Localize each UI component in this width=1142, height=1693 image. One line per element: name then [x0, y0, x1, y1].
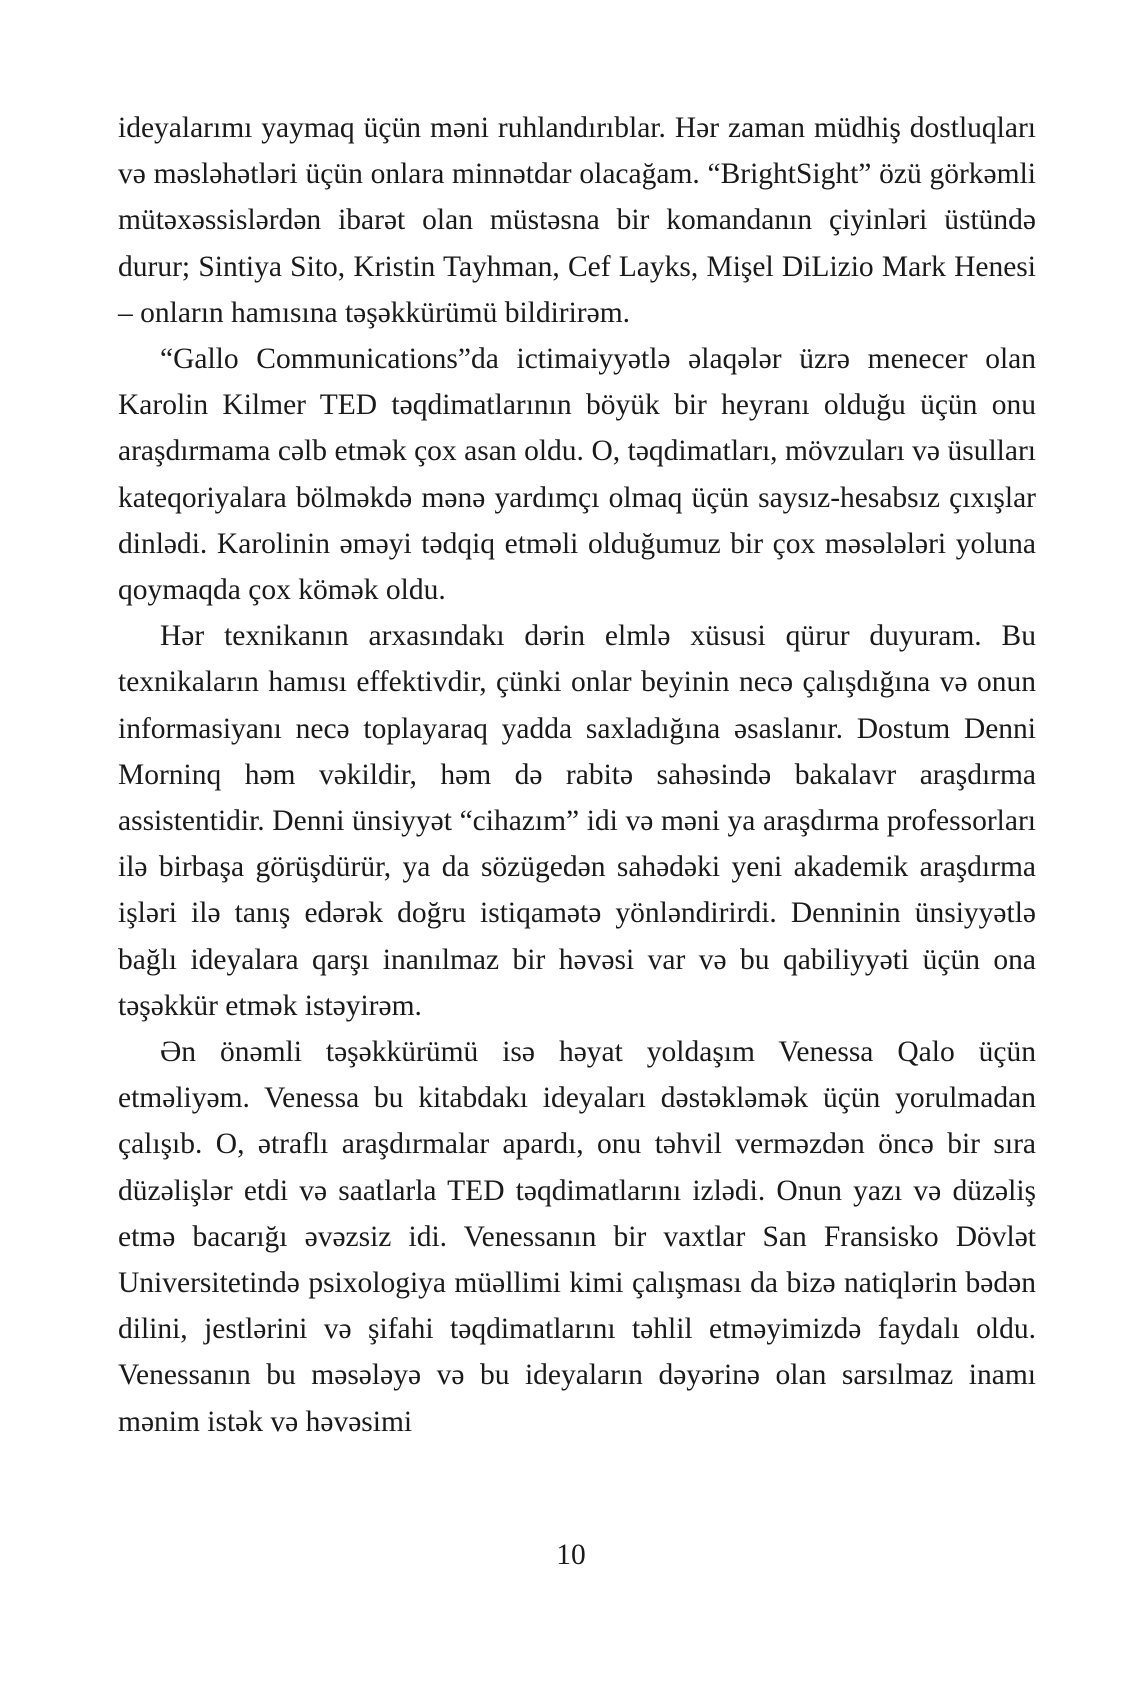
body-text — [118, 105, 1036, 1445]
paragraph-venessa: Ən önəmli təşəkkürümü isə həyat yoldaşım Venessa Qalo üçün etməliyəm. Venessa bu kitabdakı ideyaları dəstəkləmək üçün yorulmadan çalışıb. O, ətraflı araşdırmalar apardı, onu təhvil verməzdən öncə bir sıra düzəlişlər etdi və saatlarla TED təqdimatlarını izlədi. Onun yazı və düzəliş etmə bacarığı əvəzsiz idi. Venessanın bir vaxtlar San Fransisko Dövlət Universitetində psixologiya müəllimi kimi çalışması da bizə natiqlərin bədən dilini, jestlərini və şifahi təqdimatlarını təhlil etməyimizdə faydalı oldu. Venessanın bu məsələyə və bu ideyaların dəyərinə olan sarsılmaz inamı mənim istək və həvəsimi — [118, 1036, 1036, 1438]
paragraph-continuation: ideyalarımı yaymaq üçün məni ruhlandırıblar. Hər zaman müdhiş dostluqları və məsləhətləri üçün onlara minnətdar olacağam. “BrightSight” özü görkəmli mütəxəssislərdən ibarət olan müstəsna bir komandanın çiyinləri üstündə durur; Sintiya Sito, Kristin Tayhman, Cef Layks, Mişel DiLizio Mark Henesi – onların hamısına təşəkkürümü bildirirəm. — [118, 112, 1036, 329]
paragraph-denni: Hər texnikanın arxasındakı dərin elmlə xüsusi qürur duyuram. Bu texnikaların hamısı effektivdir, çünki onlar beyinin necə çalışdığına və onun informasiyanı necə toplayaraq yadda saxladığına əsaslanır. Dostum Denni Morninq həm vəkildir, həm də rabitə sahəsində bakalavr araşdırma assistentidir. Denni ünsiyyət “cihazım” idi və məni ya araşdırma professorları ilə birbaşa görüşdürür, ya da sözügedən sahədəki yeni akademik araşdırma işləri ilə tanış edərək doğru istiqamətə yönləndirirdi. Denninin ünsiyyətlə bağlı ideyalara qarşı inanılmaz bir həvəsi var və bu qabiliyyəti üçün ona təşəkkür etmək istəyirəm. — [118, 620, 1036, 1022]
page-number: 10 — [556, 1539, 586, 1571]
paragraph-karolin: “Gallo Communications”da ictimaiyyətlə əlaqələr üzrə menecer olan Karolin Kilmer TED təqdimatlarının böyük bir heyranı olduğu üçün onu araşdırmama cəlb etmək çox asan oldu. O, təqdimatları, mövzuları və üsulları kateqoriyalara bölməkdə mənə yardımçı olmaq üçün saysız-hesabsız çıxışlar dinlədi. Karolinin əməyi tədqiq etməli olduğumuz bir çox məsələləri yoluna qoymaqda çox kömək oldu. — [118, 343, 1036, 607]
